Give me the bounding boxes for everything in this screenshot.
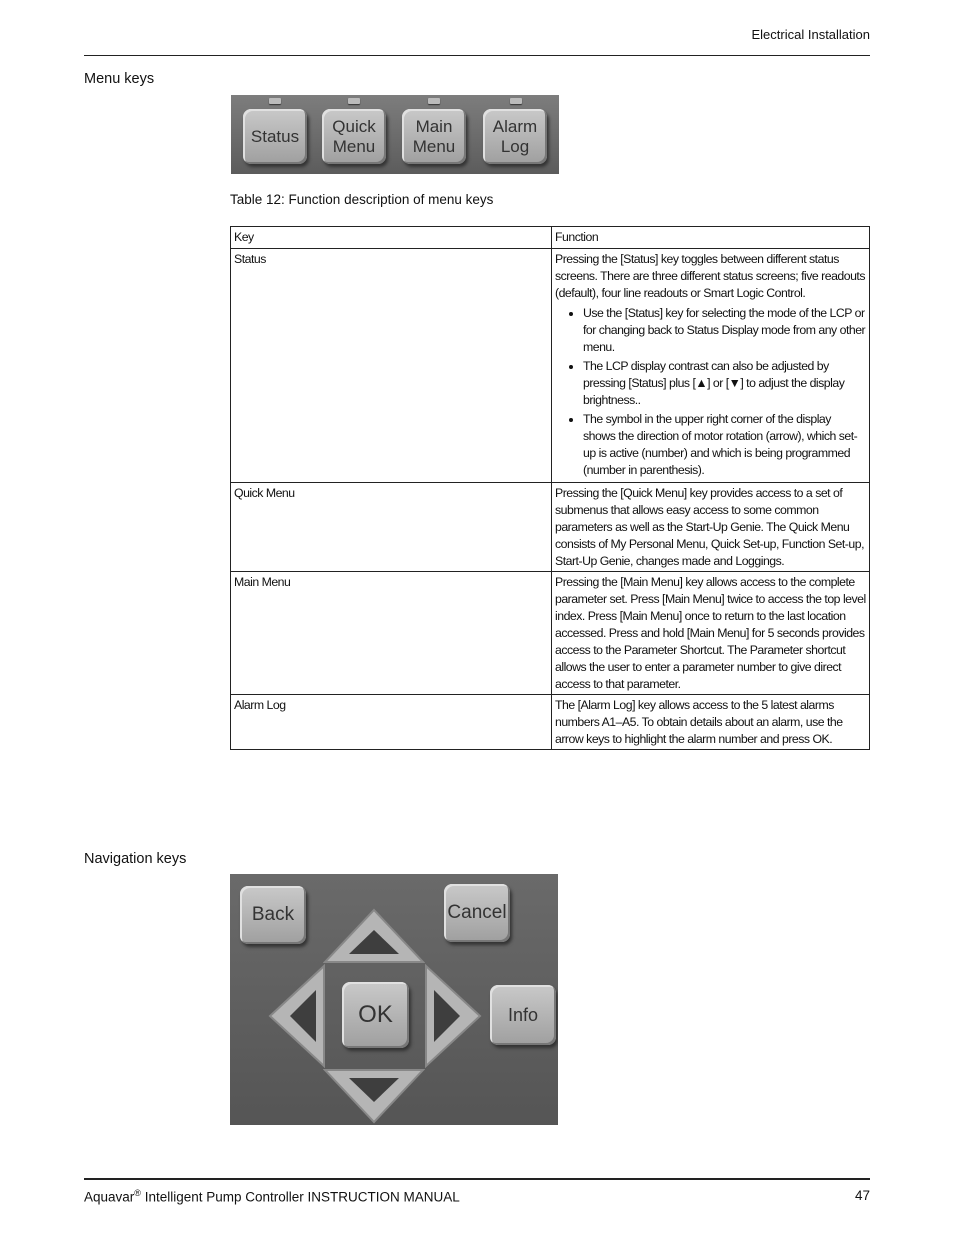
menu-keys-image [231, 95, 559, 174]
key-cell: Main Menu [231, 572, 552, 695]
key-column-header: Key [231, 227, 552, 249]
function-cell: The [Alarm Log] key allows access to the 5 latest alarms numbers A1–A5. To obtain details about an alarm, use the arrow keys to highlight the alarm number and press OK. [552, 695, 870, 750]
info-key: Info [490, 985, 556, 1045]
table-caption: Table 12: Function description of menu keys [230, 192, 494, 207]
footer-title [84, 1188, 460, 1205]
alarm-log-led-icon [510, 98, 522, 104]
function-cell: Pressing the [Quick Menu] key provides access to a set of submenus that allows easy access to some common parameters as well as the Start-Up Genie. The Quick Menu consists of My Personal Menu, Quick Set-up, Function Set-up, Start-Up Genie, changes made and Loggings. [552, 483, 870, 572]
footer-brand: Aquavar [84, 1189, 135, 1205]
table-header-row [231, 227, 870, 249]
back-key: Back [240, 886, 306, 944]
table-row [231, 572, 870, 695]
alarm-log-key: Alarm Log [483, 109, 547, 164]
navigation-keys-image [230, 874, 558, 1125]
left-arrow-icon [266, 964, 328, 1068]
menu-keys-heading: Menu keys [84, 71, 155, 87]
up-arrow-icon [323, 908, 425, 966]
running-header: Electrical Installation [751, 27, 870, 42]
key-cell: Quick Menu [231, 483, 552, 572]
down-arrow-icon [323, 1066, 425, 1124]
status-key: Status [243, 109, 307, 164]
bullet-list [555, 305, 866, 479]
main-menu-key: Main Menu [402, 109, 466, 164]
function-table [230, 226, 870, 750]
footer-manual-title: Intelligent Pump Controller INSTRUCTION MANUAL [140, 1189, 460, 1205]
key-cell: Alarm Log [231, 695, 552, 750]
header-rule [84, 55, 870, 56]
ok-key: OK [342, 982, 409, 1048]
quick-menu-led-icon [348, 98, 360, 104]
list-item: • The symbol in the upper right corner of the display shows the direction of motor rotation (arrow), which set-up is active (number) and which is being programmed (number in parenthesis). [583, 411, 866, 479]
function-cell: Pressing the [Main Menu] key allows access to the complete parameter set. Press [Main Menu] twice to access the top level index. Press [Main Menu] once to return to the last location accessed. Press and hold [Main Menu] for 5 seconds provides access to the Parameter Shortcut. The Parameter shortcut allows the user to enter a parameter number to give direct access to that parameter. [552, 572, 870, 695]
main-menu-led-icon [428, 98, 440, 104]
table-row [231, 249, 870, 483]
cancel-key: Cancel [444, 884, 510, 942]
table-row [231, 695, 870, 750]
table-row [231, 483, 870, 572]
status-led-icon [269, 98, 281, 104]
page-number: 47 [854, 1188, 870, 1203]
quick-menu-key: Quick Menu [322, 109, 386, 164]
key-cell: Status [231, 249, 552, 483]
list-item: • Use the [Status] key for selecting the mode of the LCP or for changing back to Status Display mode from any other menu. [583, 305, 866, 356]
right-arrow-icon [422, 964, 484, 1068]
function-text: Pressing the [Status] key toggles between different status screens. There are three different status screens; five readouts (default), four line readouts or Smart Logic Control. [555, 252, 865, 300]
navigation-keys-heading: Navigation keys [84, 851, 187, 867]
list-item: • The LCP display contrast can also be adjusted by pressing [Status] plus [▲] or [▼] to adjust the display brightness.. [583, 358, 866, 409]
function-cell [552, 249, 870, 483]
footer-rule [84, 1178, 870, 1180]
function-column-header: Function [552, 227, 870, 249]
registered-mark: ® [134, 1188, 141, 1198]
